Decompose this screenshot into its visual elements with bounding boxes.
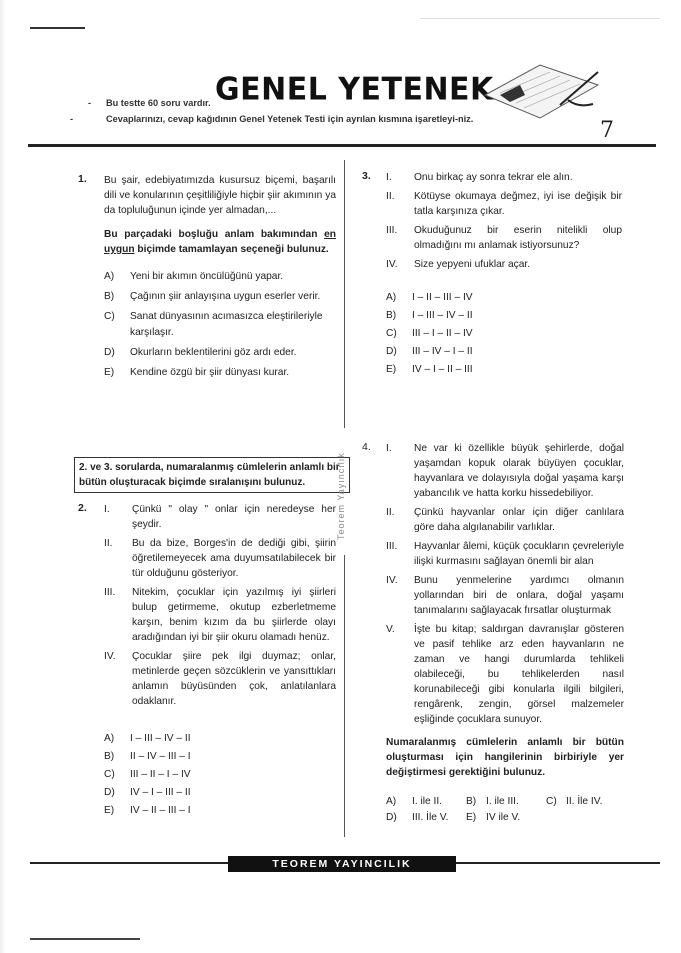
option-letter: D) xyxy=(386,346,397,357)
statement-text: Çünkü hayvanlar onlar için diğer canlılara göre daha algılanabilir varlıklar. xyxy=(414,507,624,533)
option-a[interactable] xyxy=(104,731,336,747)
option-c[interactable] xyxy=(386,326,622,342)
roman-numeral: III. xyxy=(104,587,116,598)
question-prompt xyxy=(104,227,336,257)
instruction-1 xyxy=(88,98,211,108)
statement-text: Okuduğunuz bir eserin nitelikli olup olmadığını mı anlamak istiyorsunuz? xyxy=(414,225,622,251)
statement-text: Size yepyeni ufuklar açar. xyxy=(414,259,531,270)
option-text: Kendine özgü bir şiir dünyası kurar. xyxy=(130,367,290,378)
column-divider xyxy=(344,160,345,428)
option-text: III. İle V. xyxy=(412,812,449,823)
instruction-text: Bu testte 60 soru vardır. xyxy=(106,98,211,108)
option-text: I – III – IV – II xyxy=(130,733,191,744)
question-number: 3. xyxy=(362,170,371,182)
option-text: I – II – III – IV xyxy=(412,292,473,303)
statement-iii xyxy=(386,223,622,253)
statement-text: İşte bu kitap; saldırgan davranışlar gösteren ve pasif tehlike arz eden hayvanların ne zaman ve hangi durumlarda tehlikeli olabileceği, bu tehlikelerden nasıl korunabileceği gibi konularla ilgili bilgileri, rengârenk, zengin, görsel malzemeler eşliğinde çocuklara sunuyor. xyxy=(414,624,624,725)
option-e[interactable] xyxy=(104,803,336,819)
roman-numeral: III. xyxy=(386,225,398,236)
option-text: IV – I – II – III xyxy=(412,364,473,375)
option-text: Çağının şiir anlayışına uygun eserler verir. xyxy=(130,291,321,302)
statement-ii xyxy=(386,189,622,219)
scan-edge xyxy=(0,0,6,953)
question-text: Bu şair, edebiyatımızda kusursuz biçemi, başarılı dili ve konularının çeşitliliğiyle hiçbir şiir akımının ya da topluluğunun içinde yer almadan,... xyxy=(104,175,336,216)
option-c[interactable] xyxy=(104,767,336,783)
option-d[interactable] xyxy=(386,810,466,826)
question-number: 4. xyxy=(362,441,371,453)
question-2 xyxy=(78,502,336,819)
question-4 xyxy=(362,441,624,826)
option-letter: D) xyxy=(104,787,115,798)
option-letter: D) xyxy=(386,812,397,823)
statement-iv xyxy=(386,257,622,272)
option-b[interactable] xyxy=(104,749,336,765)
instruction-text: Cevaplarınızı, cevap kağıdının Genel Yetenek Testi için ayrılan kısmına işaretleyi-niz. xyxy=(106,114,474,124)
option-text: III – II – I – IV xyxy=(130,769,191,780)
statement-text: Hayvanlar âlemi, küçük çocukların çevreleriyle ilişki kurmasını sağlayan önemli bir alan xyxy=(414,541,624,567)
option-text: I. ile III. xyxy=(486,796,519,807)
option-letter: E) xyxy=(104,805,115,816)
statement-text: Nitekim, çocuklar için yazılmış iyi şiirleri bulup getirmeme, okutup ezberletmeme karşın, benim kızım da bu şiirlerde olayı aradığından iyi bir şiir okuru olamadı henüz. xyxy=(132,587,336,643)
roman-numeral: I. xyxy=(386,443,392,454)
option-letter: C) xyxy=(104,769,115,780)
statement-text: Bu da bize, Borges'in de dediği gibi, şiirin öğretilemeyecek ama duyumsatılabilecek bir tür olduğunu gösteriyor. xyxy=(132,538,336,579)
top-rule xyxy=(30,27,85,29)
question-prompt: Numaralanmış cümlelerin anlamlı bir bütün oluşturması için hangilerinin birbiriyle yer değiştirmesi gerektiğini bulunuz. xyxy=(386,737,624,778)
page-mark: 7 xyxy=(600,118,614,143)
option-letter: E) xyxy=(466,812,477,823)
option-text: III – IV – I – II xyxy=(412,346,473,357)
option-text: IV – I – III – II xyxy=(130,787,191,798)
prompt-emphasis: en uygun xyxy=(104,229,336,255)
bullet-dash: - xyxy=(88,98,92,108)
option-letter: A) xyxy=(104,271,115,282)
statement-iii xyxy=(104,585,336,645)
option-text: III – I – II – IV xyxy=(412,328,473,339)
option-a[interactable] xyxy=(386,794,466,810)
statement-text: Çünkü " olay " onlar için neredeyse her şeydir. xyxy=(132,504,336,530)
option-letter: E) xyxy=(104,367,115,378)
statement-text: Çocuklar şiire pek ilgi duymaz; onlar, metinlerde geçen sözcüklerin ve yansıttıkları anlamın büyüsünden çok, anlatılanlara odaklanır. xyxy=(132,651,336,707)
publisher-watermark: Teorem Yayıncılık xyxy=(336,452,346,540)
prompt-text: Bu parçadaki boşluğu anlam bakımından xyxy=(104,229,325,240)
option-text: II – IV – III – I xyxy=(130,751,191,762)
option-letter: B) xyxy=(466,796,477,807)
roman-numeral: IV. xyxy=(386,575,398,586)
option-b[interactable] xyxy=(386,308,622,324)
option-letter: B) xyxy=(104,751,115,762)
option-e[interactable] xyxy=(466,810,520,826)
option-a[interactable] xyxy=(104,269,336,285)
option-letter: B) xyxy=(386,310,397,321)
page-title: GENEL YETENEK xyxy=(215,71,494,108)
option-letter: C) xyxy=(546,796,557,807)
option-c[interactable] xyxy=(104,309,336,341)
roman-numeral: IV. xyxy=(104,651,116,662)
roman-numeral: II. xyxy=(104,538,113,549)
option-b[interactable] xyxy=(466,794,546,810)
option-a[interactable] xyxy=(386,290,622,306)
option-text: I – III – IV – II xyxy=(412,310,473,321)
option-letter: E) xyxy=(386,364,397,375)
option-text: II. İle IV. xyxy=(566,796,603,807)
statement-v xyxy=(386,622,624,727)
top-rule-faint xyxy=(420,18,660,19)
option-d[interactable] xyxy=(104,785,336,801)
prompt-text: biçimde tamamlayan seçeneği bulunuz. xyxy=(134,244,329,255)
statement-i xyxy=(386,441,624,501)
statement-iv xyxy=(386,573,624,618)
option-text: I. ile II. xyxy=(412,796,443,807)
option-letter: A) xyxy=(386,292,397,303)
option-d[interactable] xyxy=(386,344,622,360)
answer-sheet-illustration-icon xyxy=(480,60,600,120)
bottom-rule xyxy=(30,938,140,940)
option-text: Sanat dünyasının acımasızca eleştirileriyle karşılaşır. xyxy=(130,311,323,338)
option-letter: A) xyxy=(104,733,115,744)
option-d[interactable] xyxy=(104,345,336,361)
option-text: Okurların beklentilerini göz ardı eder. xyxy=(130,347,297,358)
statement-i xyxy=(386,170,622,185)
option-letter: C) xyxy=(104,311,115,322)
statement-i xyxy=(104,502,336,532)
column-divider xyxy=(344,555,345,837)
option-e[interactable] xyxy=(104,365,336,381)
statement-iii xyxy=(386,539,624,569)
option-text: IV – II – III – I xyxy=(130,805,191,816)
option-c[interactable] xyxy=(546,794,602,810)
header-rule xyxy=(28,144,656,147)
option-b[interactable] xyxy=(104,289,336,305)
bullet-dash: - xyxy=(70,114,74,124)
option-letter: C) xyxy=(386,328,397,339)
roman-numeral: I. xyxy=(386,172,392,183)
question-1 xyxy=(78,173,336,381)
roman-numeral: III. xyxy=(386,541,398,552)
option-letter: B) xyxy=(104,291,115,302)
option-letter: D) xyxy=(104,347,115,358)
roman-numeral: IV. xyxy=(386,259,398,270)
question-3 xyxy=(362,170,622,378)
statement-iv xyxy=(104,649,336,709)
statement-text: Onu birkaç ay sonra tekrar ele alın. xyxy=(414,172,573,183)
roman-numeral: V. xyxy=(386,624,395,635)
statement-ii xyxy=(386,505,624,535)
roman-numeral: II. xyxy=(386,191,395,202)
question-number: 2. xyxy=(78,502,87,514)
option-e[interactable] xyxy=(386,362,622,378)
statement-text: Kötüyse okumaya değmez, iyi ise değişik bir tatla karşınıza çıkar. xyxy=(414,191,622,217)
roman-numeral: I. xyxy=(104,504,110,515)
instruction-2 xyxy=(70,112,496,126)
instruction-box: 2. ve 3. sorularda, numaralanmış cümlelerin anlamlı bir bütün oluşturacak biçimde sıralanışını bulunuz. xyxy=(74,457,350,493)
option-text: Yeni bir akımın öncülüğünü yapar. xyxy=(130,271,284,282)
question-number: 1. xyxy=(78,173,87,185)
statement-text: Ne var ki özellikle büyük şehirlerde, doğal yaşamdan kopuk olarak büyüyen çocuklar, hayvanlara ve dolayısıyla doğal yaşama karşı yabancılık ve hatta korku hissedebiliyor. xyxy=(414,443,624,499)
publisher-footer: TEOREM YAYINCILIK xyxy=(228,856,456,872)
option-letter: A) xyxy=(386,796,397,807)
option-text: IV ile V. xyxy=(486,812,521,823)
roman-numeral: II. xyxy=(386,507,395,518)
statement-ii xyxy=(104,536,336,581)
statement-text: Bunu yenmelerine yardımcı olmanın yollarından biri de onlara, doğal yaşamı tanımalarını sağlayacak fırsatlar oluşturmak xyxy=(414,575,624,616)
